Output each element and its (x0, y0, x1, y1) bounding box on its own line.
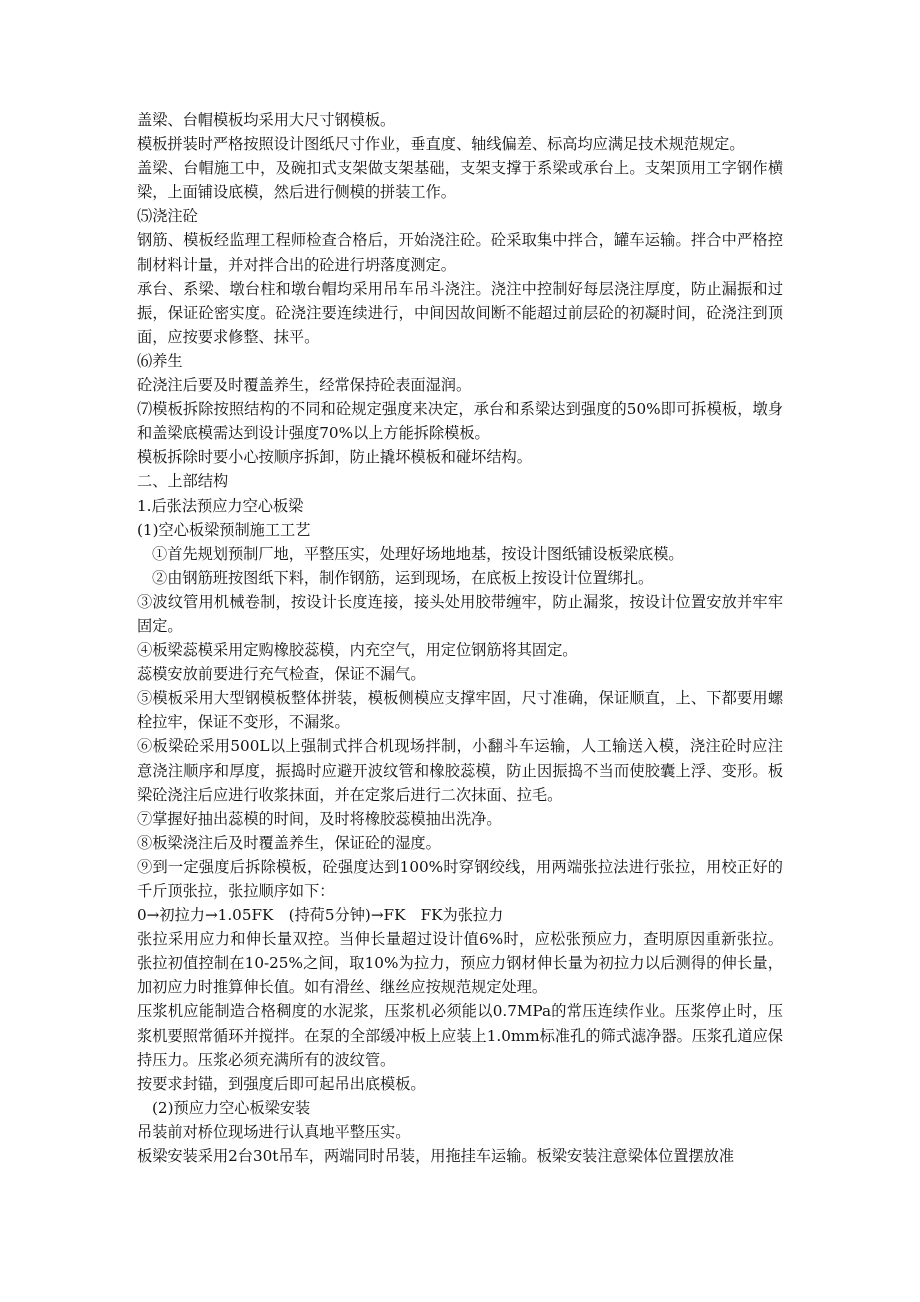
list-item: ⑦掌握好抽出蕊模的时间，及时将橡胶蕊模抽出洗净。 (137, 809, 502, 828)
paragraph: 张拉采用应力和伸长量双控。当伸长量超过设计值6%时，应松张预应力，查明原因重新张拉。张拉初值控制在10-25%之间，取10%为拉力，预应力钢材伸长量为初拉力以后测得的伸长量，加初应力时推算伸长值。如有滑丝、继丝应按规范规定处理。 (137, 930, 783, 997)
paragraph: 压浆机应能制造合格稠度的水泥浆，压浆机必须能以0.7MPa的常压连续作业。压浆停止时，压浆机要照常循环并搅拌。在泵的全部缓冲板上应装上1.0mm标准孔的筛式滤净器。压浆孔道应保持压力。压浆必须充满所有的波纹管。 (137, 1002, 783, 1069)
list-item: ①首先规划预制厂地，平整压实，处理好场地地基，按设计图纸铺设板梁底模。 (152, 544, 684, 563)
section-heading: (1)空心板梁预制施工工艺 (137, 520, 311, 539)
paragraph: 吊装前对桥位现场进行认真地平整压实。 (137, 1122, 411, 1141)
list-item: ⑥板梁砼采用500L以上强制式拌合机现场拌制，小翻斗车运输，人工输送入模，浇注砼时应注意浇注顺序和厚度，振捣时应避开波纹管和橡胶蕊模，防止因振捣不当而使胶囊上浮、变形。板梁砼浇注后应进行收浆抹面，并在定浆后进行二次抹面、拉毛。 (137, 737, 783, 804)
list-item: ⑨到一定强度后拆除模板，砼强度达到100%时穿钢绞线，用两端张拉法进行张拉，用校正好的千斤顶张拉，张拉顺序如下： (137, 857, 783, 900)
paragraph: 板梁安装采用2台30t吊车，两端同时吊装，用拖挂车运输。板梁安装注意梁体位置摆放准 (137, 1147, 735, 1166)
paragraph: 按要求封锚，到强度后即可起吊出底模板。 (137, 1074, 426, 1093)
paragraph: 盖梁、台帽施工中，及碗扣式支架做支架基础，支架支撑于系梁或承台上。支架顶用工字钢作横梁，上面铺设底模，然后进行侧模的拼装工作。 (137, 159, 783, 202)
section-heading: ⑹养生 (137, 351, 183, 370)
paragraph: 模板拆除时要小心按顺序拆卸，防止撬坏模板和碰坏结构。 (137, 448, 532, 467)
list-item: ⑧板梁浇注后及时覆盖养生，保证砼的湿度。 (137, 833, 441, 852)
section-heading: 1.后张法预应力空心板梁 (137, 496, 304, 515)
formula-line: 0→初拉力→1.05FK (持荷5分钟)→FK FK为张拉力 (137, 906, 504, 925)
section-heading: 二、上部结构 (137, 472, 229, 491)
section-heading: ⑸浇注砼 (137, 207, 198, 226)
paragraph: 蕊模安放前要进行充气检查，保证不漏气。 (137, 665, 426, 684)
list-item: ④板梁蕊模采用定购橡胶蕊模，内充空气，用定位钢筋将其固定。 (137, 641, 578, 660)
list-item: ②由钢筋班按图纸下料，制作钢筋，运到现场，在底板上按设计位置绑扎。 (152, 568, 654, 587)
paragraph: 钢筋、模板经监理工程师检查合格后，开始浇注砼。砼采取集中拌合，罐车运输。拌合中严格控制材料计量，并对拌合出的砼进行坍落度测定。 (137, 231, 783, 274)
paragraph: 砼浇注后要及时覆盖养生，经常保持砼表面湿润。 (137, 376, 472, 395)
paragraph: ⑺模板拆除按照结构的不同和砼规定强度来决定，承台和系梁达到强度的50%即可拆模板，墩身和盖梁底模需达到设计强度70%以上方能拆除模板。 (137, 400, 783, 443)
list-item: ⑤模板采用大型钢模板整体拼装，模板侧模应支撑牢固，尺寸准确，保证顺直，上、下都要用螺栓拉牢，保证不变形，不漏浆。 (137, 689, 783, 732)
paragraph: 模板拼装时严格按照设计图纸尺寸作业，垂直度、轴线偏差、标高均应满足技术规范规定。 (137, 135, 745, 154)
paragraph: 承台、系梁、墩台柱和墩台帽均采用吊车吊斗浇注。浇注中控制好每层浇注厚度，防止漏振和过振，保证砼密实度。砼浇注要连续进行，中间因故间断不能超过前层砼的初凝时间，砼浇注到顶面，应按要求修整、抹平。 (137, 279, 783, 346)
document-body (137, 108, 783, 1168)
paragraph: 盖梁、台帽模板均采用大尺寸钢模板。 (137, 111, 396, 129)
list-item: ③波纹管用机械卷制，按设计长度连接，接头处用胶带缠牢，防止漏浆，按设计位置安放并牢牢固定。 (137, 592, 783, 635)
section-heading: (2)预应力空心板梁安装 (152, 1098, 311, 1117)
